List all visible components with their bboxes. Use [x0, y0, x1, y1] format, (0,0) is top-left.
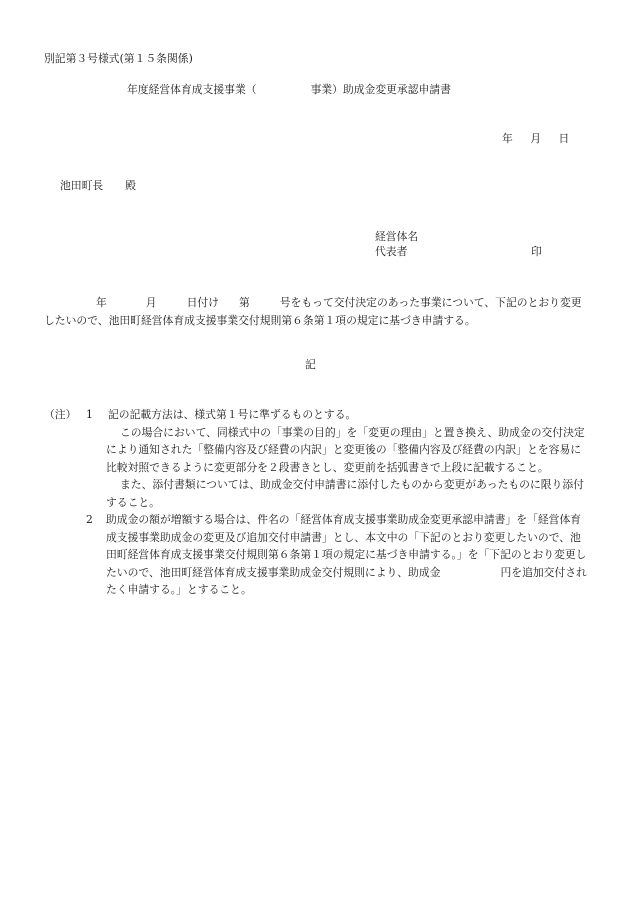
ki-heading: 記	[305, 358, 316, 371]
note-1-text: 記の記載方法は、様式第１号に準ずるものとする。	[108, 408, 357, 421]
body-date-attached: 日付け	[186, 296, 219, 309]
notes-section	[44, 406, 589, 599]
representative-label: 代表者	[375, 245, 408, 258]
body-paragraph	[44, 294, 584, 329]
body-year: 年	[96, 296, 107, 309]
body-text: 号をもって交付決定のあった事業について、下記のとおり変更したいので、池田町経営体育成支援事業交付規則第６条第１項の規定に基づき申請する。	[44, 296, 582, 327]
form-number: 別記第３号様式(第１５条関係)	[44, 52, 193, 65]
date-month: 月	[530, 132, 542, 145]
title-suffix: 事業）助成金変更承認申請書	[310, 83, 451, 96]
date-day: 日	[558, 132, 570, 145]
note-item-2	[44, 511, 589, 599]
document-title	[127, 85, 451, 96]
date-line	[502, 134, 569, 145]
note-2-text	[106, 511, 589, 599]
title-prefix: 年度経営体育成支援事業（	[127, 83, 257, 96]
addressee-honorific: 殿	[125, 179, 136, 192]
addressee-name: 池田町長	[60, 179, 104, 192]
note-1-number: 1	[86, 408, 93, 421]
note-2-text-before: 助成金の額が増額する場合は、件名の「経営体育成支援事業助成金変更承認申請書」を「経営体育成支援事業助成金の変更及び追加交付申請書」とし、本文中の「下記のとおり変更したいので、池田町経営体育成支援事業交付規則第６条第１項の規定に基づき申請する。」を「下記のとおり変更したいので、池田町経営体育成支援事業助成金交付規則により、助成金	[106, 513, 587, 579]
notes-label: （注）	[44, 408, 77, 421]
addressee	[60, 181, 136, 192]
note-2-text-after: 円を追加交付されたく申請する。」とすること。	[106, 565, 587, 596]
note-1-paragraph-2: また、添付書類については、助成金交付申請書に添付したものから変更があったものに限り添付すること。	[106, 478, 584, 509]
note-item-1	[44, 406, 589, 424]
body-month: 月	[145, 296, 157, 309]
note-1-details	[44, 424, 589, 512]
note-2-number: 2	[86, 513, 93, 526]
seal-mark: 印	[531, 245, 542, 258]
entity-label: 経営体名	[375, 230, 419, 243]
note-1-paragraph-1: この場合において、同様式中の「事業の目的」を「変更の理由」と置き換え、助成金の交付決定により通知された「整備内容及び経費の内訳」と変更後の「整備内容及び経費の内訳」とを容易に比較対照できるように変更部分を２段書きとし、変更前を括弧書きで上段に記載すること。	[106, 425, 585, 474]
body-number-prefix: 第	[238, 296, 250, 309]
date-year: 年	[502, 132, 513, 145]
